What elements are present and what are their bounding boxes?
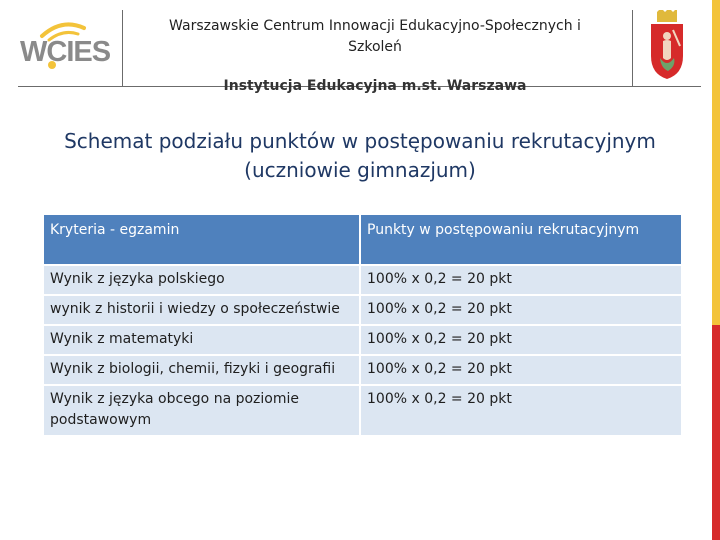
points-cell: 100% x 0,2 = 20 pkt bbox=[361, 386, 681, 435]
points-cell: 100% x 0,2 = 20 pkt bbox=[361, 296, 681, 324]
criteria-cell: Wynik z języka obcego na poziomie podstawowym bbox=[44, 386, 359, 435]
slide-title-line-2: (uczniowie gimnazjum) bbox=[244, 158, 476, 182]
side-accent-bars bbox=[712, 0, 720, 540]
criteria-cell: wynik z historii i wiedzy o społeczeństwie bbox=[44, 296, 359, 324]
points-cell: 100% x 0,2 = 20 pkt bbox=[361, 266, 681, 294]
header-points: Punkty w postępowaniu rekrutacyjnym bbox=[361, 215, 681, 264]
slide-title bbox=[40, 127, 680, 185]
org-subtitle: Instytucja Edukacyjna m.st. Warszawa bbox=[223, 78, 527, 94]
wcies-logo bbox=[18, 14, 114, 74]
header-criteria: Kryteria - egzamin bbox=[44, 215, 359, 264]
slide-title-line-1: Schemat podziału punktów w postępowaniu rekrutacyjnym bbox=[64, 129, 656, 153]
table-row bbox=[44, 356, 681, 384]
org-name: Warszawskie Centrum Innowacji Edukacyjno-Społecznych i Szkoleń bbox=[169, 18, 581, 55]
criteria-cell: Wynik z języka polskiego bbox=[44, 266, 359, 294]
criteria-cell: Wynik z matematyki bbox=[44, 326, 359, 354]
table-row bbox=[44, 326, 681, 354]
criteria-cell: Wynik z biologii, chemii, fizyki i geografii bbox=[44, 356, 359, 384]
table-row bbox=[44, 386, 681, 435]
wcies-logo-text: WCIES bbox=[20, 36, 111, 68]
header-divider-left bbox=[122, 10, 123, 86]
table-row bbox=[44, 266, 681, 294]
points-cell: 100% x 0,2 = 20 pkt bbox=[361, 326, 681, 354]
table-header-row bbox=[44, 215, 681, 264]
table-row bbox=[44, 296, 681, 324]
points-table bbox=[42, 213, 683, 437]
warsaw-crest-icon bbox=[644, 10, 690, 80]
header-divider-right bbox=[632, 10, 633, 86]
points-cell: 100% x 0,2 = 20 pkt bbox=[361, 356, 681, 384]
